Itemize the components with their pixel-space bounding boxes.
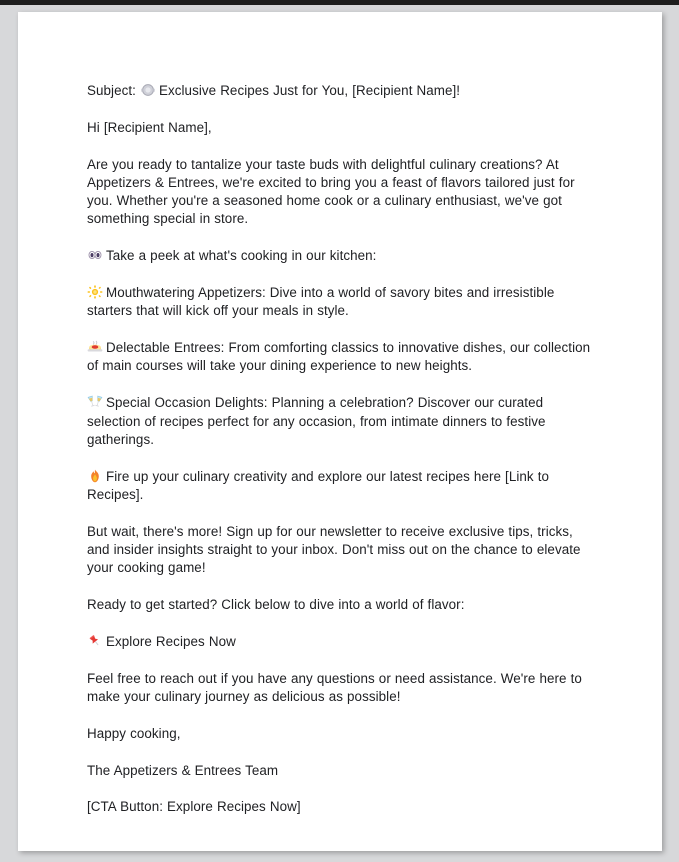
special-occasion-list-item (87, 394, 592, 449)
clinking-glasses-emoji (87, 395, 103, 409)
top-edge-bar (0, 0, 679, 5)
explore-recipes-link[interactable] (87, 633, 592, 651)
document-page-sheet (18, 12, 662, 851)
entrees-text: Delectable Entrees: From comforting classics to innovative dishes, our collection of main courses will take your dining experience to new heights. (87, 340, 591, 374)
entrees-list-item (87, 339, 592, 376)
greeting-line: Hi [Recipient Name], (87, 119, 212, 135)
reach-out-paragraph: Feel free to reach out if you have any questions or need assistance. We're here to make your culinary journey as delicious as possible! (87, 670, 582, 705)
dish-emoji (140, 83, 156, 97)
appetizers-list-item (87, 284, 592, 321)
cta-button-placeholder: [CTA Button: Explore Recipes Now] (87, 799, 301, 815)
pushpin-emoji (87, 634, 103, 648)
fire-emoji (87, 469, 103, 483)
curry-dish-emoji (87, 340, 103, 354)
special-occasion-text: Special Occasion Delights: Planning a celebration? Discover our curated selection of recipes perfect for any occasion, from intimate dinners to festive gatherings. (87, 395, 546, 447)
team-signature-line: The Appetizers & Entrees Team (87, 762, 279, 778)
newsletter-paragraph: But wait, there's more! Sign up for our newsletter to receive exclusive tips, tricks, and insider insights straight to your inbox. Don't miss out on the chance to elevate your cooking game! (87, 523, 581, 576)
appetizers-text: Mouthwatering Appetizers: Dive into a world of savory bites and irresistible starters that will kick off your meals in style. (87, 285, 555, 319)
fire-up-line (87, 468, 592, 505)
subject-label: Subject: (87, 83, 140, 98)
eyes-emoji (87, 248, 103, 262)
fire-up-text: Fire up your culinary creativity and explore our latest recipes here [Link to Recipes]. (87, 468, 550, 502)
intro-paragraph: Are you ready to tantalize your taste buds with delightful culinary creations? At Appetizers & Entrees, we're excited to bring you a feast of flavors tailored just for you. Whether you're a seasoned home cook or a culinary enthusiast, we've got something special in store. (87, 156, 575, 227)
take-a-peek-line (87, 247, 592, 265)
take-a-peek-text: Take a peek at what's cooking in our kitchen: (106, 248, 377, 264)
subject-text: Exclusive Recipes Just for You, [Recipient Name]! (158, 83, 461, 98)
explore-recipes-text: Explore Recipes Now (106, 633, 236, 649)
signoff-line: Happy cooking, (87, 725, 181, 741)
document-text-body (87, 82, 592, 817)
subject-line (87, 82, 592, 100)
ready-to-start-line: Ready to get started? Click below to dive into a world of flavor: (87, 597, 465, 613)
sparkle-star-emoji (87, 285, 103, 299)
